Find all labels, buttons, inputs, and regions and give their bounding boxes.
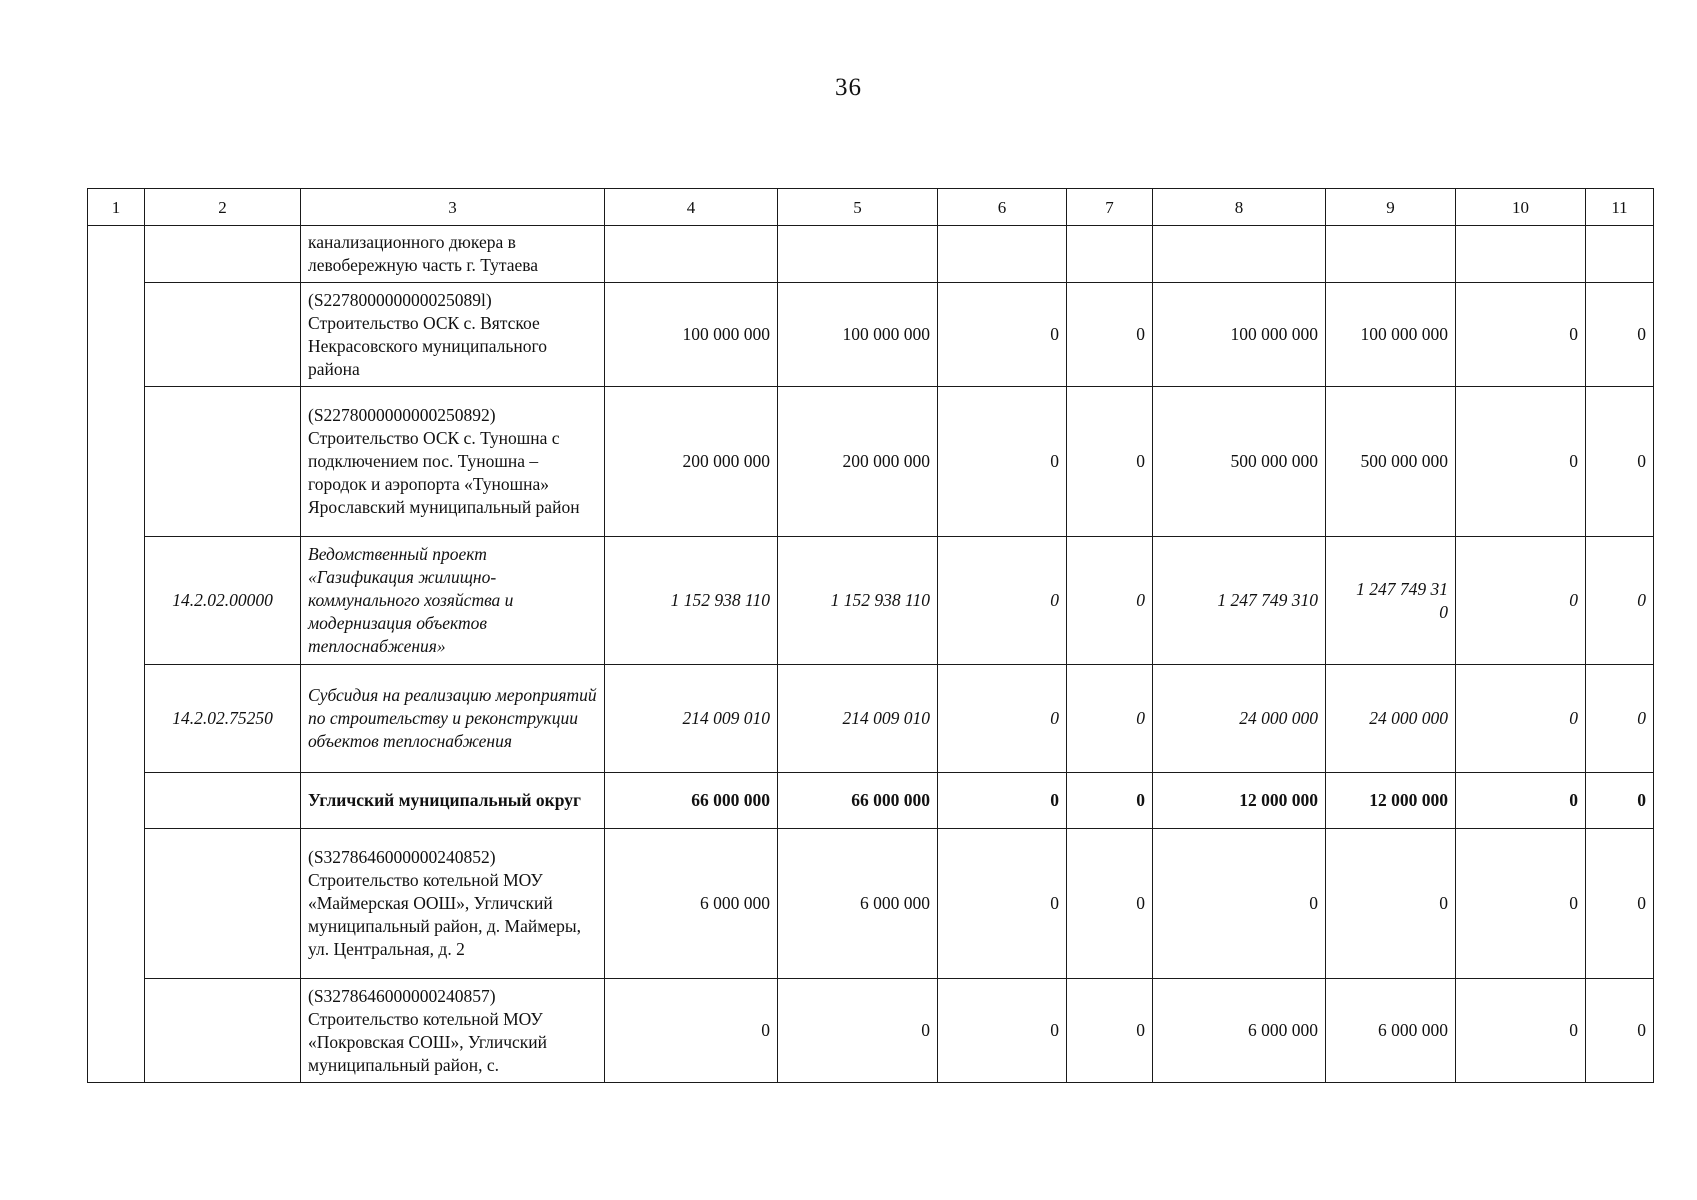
row-code bbox=[145, 829, 301, 979]
header-cell-7: 7 bbox=[1067, 189, 1153, 226]
row-value-col-8: 1 247 749 310 bbox=[1153, 537, 1326, 665]
row-code bbox=[145, 979, 301, 1083]
row-value-col-6: 0 bbox=[938, 283, 1067, 387]
header-cell-11: 11 bbox=[1586, 189, 1654, 226]
table-row bbox=[88, 979, 1654, 1083]
row-value-col-8: 6 000 000 bbox=[1153, 979, 1326, 1083]
header-cell-3: 3 bbox=[301, 189, 605, 226]
row-value-col-9: 500 000 000 bbox=[1326, 387, 1456, 537]
header-cell-1: 1 bbox=[88, 189, 145, 226]
row-description: Ведомственный проект «Газификация жилищно-коммунального хозяйства и модернизация объектов теплоснабжения» bbox=[301, 537, 605, 665]
row-value-col-4 bbox=[605, 226, 778, 283]
row-value-col-9: 0 bbox=[1326, 829, 1456, 979]
row-value-col-6: 0 bbox=[938, 665, 1067, 773]
row-value-col-7: 0 bbox=[1067, 283, 1153, 387]
header-cell-4: 4 bbox=[605, 189, 778, 226]
row-value-col-4: 1 152 938 110 bbox=[605, 537, 778, 665]
row-value-col-11: 0 bbox=[1586, 665, 1654, 773]
row-code: 14.2.02.00000 bbox=[145, 537, 301, 665]
row-value-col-7: 0 bbox=[1067, 829, 1153, 979]
row-value-col-7: 0 bbox=[1067, 537, 1153, 665]
row-value-col-10: 0 bbox=[1456, 979, 1586, 1083]
row-value-col-8: 500 000 000 bbox=[1153, 387, 1326, 537]
row-value-col-7: 0 bbox=[1067, 665, 1153, 773]
row-value-col-10: 0 bbox=[1456, 387, 1586, 537]
table-row bbox=[88, 537, 1654, 665]
row-value-col-11: 0 bbox=[1586, 537, 1654, 665]
row-value-col-9: 12 000 000 bbox=[1326, 773, 1456, 829]
header-cell-10: 10 bbox=[1456, 189, 1586, 226]
row-code bbox=[145, 226, 301, 283]
header-row bbox=[88, 189, 1654, 226]
row-value-col-9: 24 000 000 bbox=[1326, 665, 1456, 773]
row-value-col-8: 24 000 000 bbox=[1153, 665, 1326, 773]
row-value-col-5: 6 000 000 bbox=[778, 829, 938, 979]
row-description: Угличский муниципальный округ bbox=[301, 773, 605, 829]
row-value-col-4: 200 000 000 bbox=[605, 387, 778, 537]
row-description: (S3278646000000240852) Строительство котельной МОУ «Маймерская ООШ», Угличский муниципальный район, д. Маймеры, ул. Центральная, д. 2 bbox=[301, 829, 605, 979]
row-description: канализационного дюкера в левобережную часть г. Тутаева bbox=[301, 226, 605, 283]
row-value-col-9: 6 000 000 bbox=[1326, 979, 1456, 1083]
row-description: (S3278646000000240857) Строительство котельной МОУ «Покровская СОШ», Угличский муниципальный район, с. bbox=[301, 979, 605, 1083]
table-row bbox=[88, 387, 1654, 537]
row-value-col-9: 100 000 000 bbox=[1326, 283, 1456, 387]
row-value-col-6: 0 bbox=[938, 387, 1067, 537]
row-value-col-10: 0 bbox=[1456, 829, 1586, 979]
row-value-col-11: 0 bbox=[1586, 979, 1654, 1083]
row-value-col-5: 66 000 000 bbox=[778, 773, 938, 829]
row-value-col-10: 0 bbox=[1456, 665, 1586, 773]
row-value-col-6: 0 bbox=[938, 537, 1067, 665]
column-1-merged-cell bbox=[88, 226, 145, 1083]
row-value-col-11: 0 bbox=[1586, 387, 1654, 537]
row-code: 14.2.02.75250 bbox=[145, 665, 301, 773]
row-value-col-5: 100 000 000 bbox=[778, 283, 938, 387]
row-code bbox=[145, 773, 301, 829]
row-value-col-6: 0 bbox=[938, 773, 1067, 829]
row-value-col-5: 214 009 010 bbox=[778, 665, 938, 773]
row-value-col-8: 12 000 000 bbox=[1153, 773, 1326, 829]
row-value-col-4: 100 000 000 bbox=[605, 283, 778, 387]
row-value-col-11 bbox=[1586, 226, 1654, 283]
row-value-col-10: 0 bbox=[1456, 537, 1586, 665]
row-value-col-7: 0 bbox=[1067, 979, 1153, 1083]
header-cell-6: 6 bbox=[938, 189, 1067, 226]
table-row bbox=[88, 829, 1654, 979]
row-value-col-4: 66 000 000 bbox=[605, 773, 778, 829]
row-value-col-11: 0 bbox=[1586, 773, 1654, 829]
row-description: (S2278000000000250892) Строительство ОСК с. Туношна с подключением пос. Туношна – городок и аэропорта «Туношна» Ярославский муниципальный район bbox=[301, 387, 605, 537]
table-row bbox=[88, 665, 1654, 773]
row-code bbox=[145, 283, 301, 387]
row-value-col-11: 0 bbox=[1586, 829, 1654, 979]
row-value-col-8: 0 bbox=[1153, 829, 1326, 979]
table-row bbox=[88, 283, 1654, 387]
row-value-col-8: 100 000 000 bbox=[1153, 283, 1326, 387]
row-value-col-4: 214 009 010 bbox=[605, 665, 778, 773]
row-value-col-4: 6 000 000 bbox=[605, 829, 778, 979]
header-cell-2: 2 bbox=[145, 189, 301, 226]
page-number: 36 bbox=[835, 74, 862, 101]
row-value-col-6: 0 bbox=[938, 829, 1067, 979]
row-value-col-5: 200 000 000 bbox=[778, 387, 938, 537]
header-cell-8: 8 bbox=[1153, 189, 1326, 226]
row-code bbox=[145, 387, 301, 537]
table-row bbox=[88, 773, 1654, 829]
row-value-col-7: 0 bbox=[1067, 773, 1153, 829]
row-value-col-5: 0 bbox=[778, 979, 938, 1083]
row-value-col-8 bbox=[1153, 226, 1326, 283]
row-value-col-4: 0 bbox=[605, 979, 778, 1083]
row-value-col-6: 0 bbox=[938, 979, 1067, 1083]
row-value-col-9 bbox=[1326, 226, 1456, 283]
row-value-col-5: 1 152 938 110 bbox=[778, 537, 938, 665]
table-row bbox=[88, 226, 1654, 283]
row-value-col-10: 0 bbox=[1456, 283, 1586, 387]
row-value-col-10 bbox=[1456, 226, 1586, 283]
header-cell-5: 5 bbox=[778, 189, 938, 226]
row-value-col-10: 0 bbox=[1456, 773, 1586, 829]
row-description: (S227800000000025089l) Строительство ОСК с. Вятское Некрасовского муниципального района bbox=[301, 283, 605, 387]
header-cell-9: 9 bbox=[1326, 189, 1456, 226]
budget-table bbox=[87, 188, 1654, 1083]
row-description: Субсидия на реализацию мероприятий по строительству и реконструкции объектов теплоснабжения bbox=[301, 665, 605, 773]
row-value-col-9: 1 247 749 31 0 bbox=[1326, 537, 1456, 665]
row-value-col-11: 0 bbox=[1586, 283, 1654, 387]
row-value-col-6 bbox=[938, 226, 1067, 283]
row-value-col-5 bbox=[778, 226, 938, 283]
row-value-col-7 bbox=[1067, 226, 1153, 283]
row-value-col-7: 0 bbox=[1067, 387, 1153, 537]
